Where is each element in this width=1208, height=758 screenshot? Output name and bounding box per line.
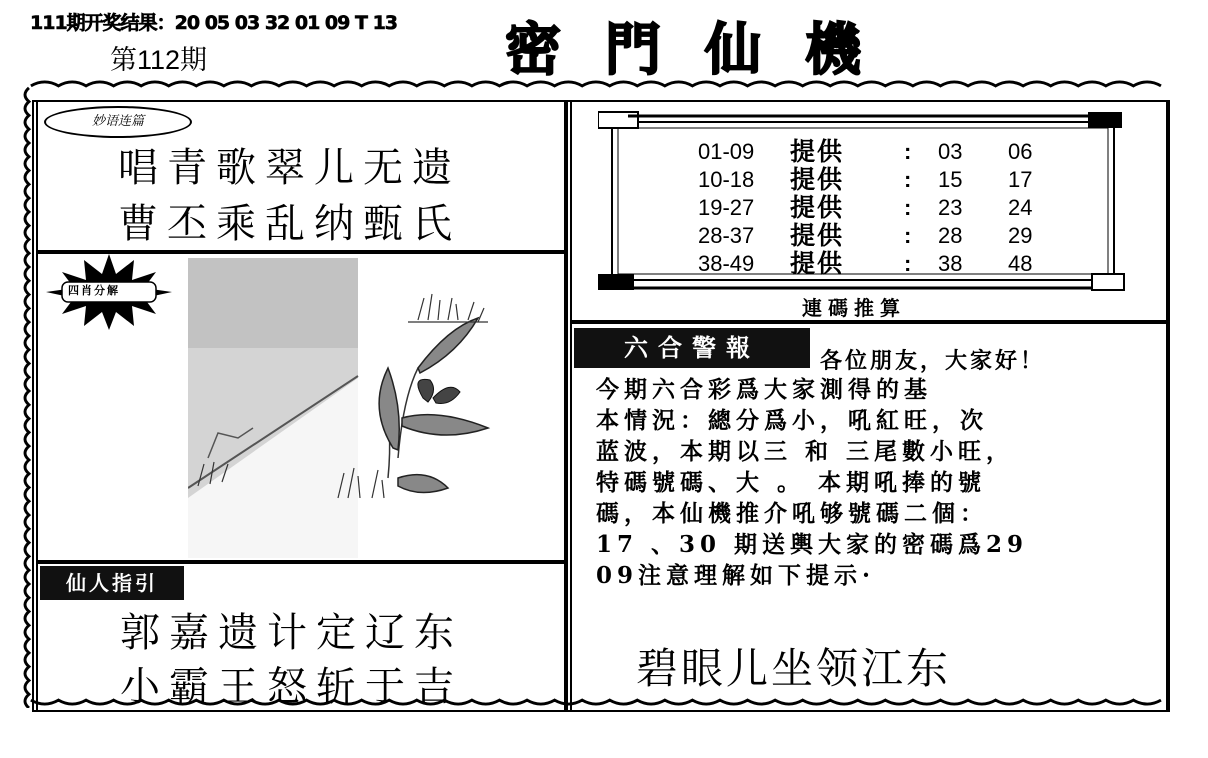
hint-range: 01-09 xyxy=(698,139,755,164)
alert-line: 蓝波，本期以三 和 三尾數小旺， xyxy=(596,438,1015,465)
guide-label: 仙人指引 xyxy=(40,566,184,600)
alert-line: 本情況：總分爲小，吼紅旺，次 xyxy=(596,407,988,434)
draw-result-line: 111期开奖结果：20 05 03 32 01 09 T 13 xyxy=(30,12,398,34)
hint-colon: : xyxy=(904,167,912,192)
hint-range: 38-49 xyxy=(698,251,755,276)
hint-number-2: 17 xyxy=(1008,167,1033,192)
alert-greeting: 各位朋友，大家好！ xyxy=(820,348,1046,374)
hint-range: 19-27 xyxy=(698,195,755,220)
hint-colon: : xyxy=(904,251,912,276)
hint-number-2: 06 xyxy=(1008,139,1033,164)
badge-miaoyu: 妙语连篇 xyxy=(44,106,192,138)
plant-butterfly-illustration xyxy=(188,258,554,558)
alert-body xyxy=(596,374,1176,591)
hints-caption: 連碼推算 xyxy=(802,296,906,320)
poem-bottom-line-1: 郭嘉遗计定辽东 xyxy=(120,610,463,656)
poem-bottom xyxy=(120,606,463,714)
hint-colon: : xyxy=(904,195,912,220)
hint-label: 提供 xyxy=(790,137,845,166)
page-title: 密門仙機 xyxy=(505,17,905,83)
issue-number: 第112期 xyxy=(110,45,208,75)
hint-range: 28-37 xyxy=(698,223,755,248)
poem-top-line-1: 唱青歌翠儿无遗 xyxy=(118,145,461,191)
hint-label: 提供 xyxy=(790,193,845,222)
alert-line: 碼，本仙機推介吼够號碼二個： xyxy=(596,500,988,527)
alert-line: 特碼號碼、大 。 本期吼捧的號 xyxy=(596,469,987,496)
hint-colon: : xyxy=(904,223,912,248)
hint-number-1: 38 xyxy=(938,251,963,276)
alert-line: 今期六合彩爲大家測得的基 xyxy=(596,376,932,403)
alert-line: 17 、30 期送輿大家的密碼爲29 xyxy=(596,531,1029,558)
poem-top xyxy=(118,140,461,252)
hint-label: 提供 xyxy=(790,249,845,278)
poem-bottom-line-2: 小霸王怒斩于吉 xyxy=(120,664,463,710)
alert-line: 09注意理解如下提示· xyxy=(596,562,876,589)
hint-number-2: 29 xyxy=(1008,223,1033,248)
hint-colon: : xyxy=(904,139,912,164)
hint-label: 提供 xyxy=(790,165,845,194)
hint-number-2: 48 xyxy=(1008,251,1033,276)
hint-number-2: 24 xyxy=(1008,195,1033,220)
hint-number-1: 03 xyxy=(938,139,963,164)
hint-label: 提供 xyxy=(790,221,845,250)
alert-label: 六合警報 xyxy=(574,328,810,368)
hint-number-1: 23 xyxy=(938,195,963,220)
hint-number-1: 28 xyxy=(938,223,963,248)
hint-number-1: 15 xyxy=(938,167,963,192)
starburst-label: 四肖分解 xyxy=(68,284,120,297)
poem-top-line-2: 曹丕乘乱纳甄氏 xyxy=(118,201,461,247)
hints-scroll-frame xyxy=(598,108,1128,298)
bottom-phrase: 碧眼儿坐领江东 xyxy=(636,644,952,693)
hint-range: 10-18 xyxy=(698,167,755,192)
